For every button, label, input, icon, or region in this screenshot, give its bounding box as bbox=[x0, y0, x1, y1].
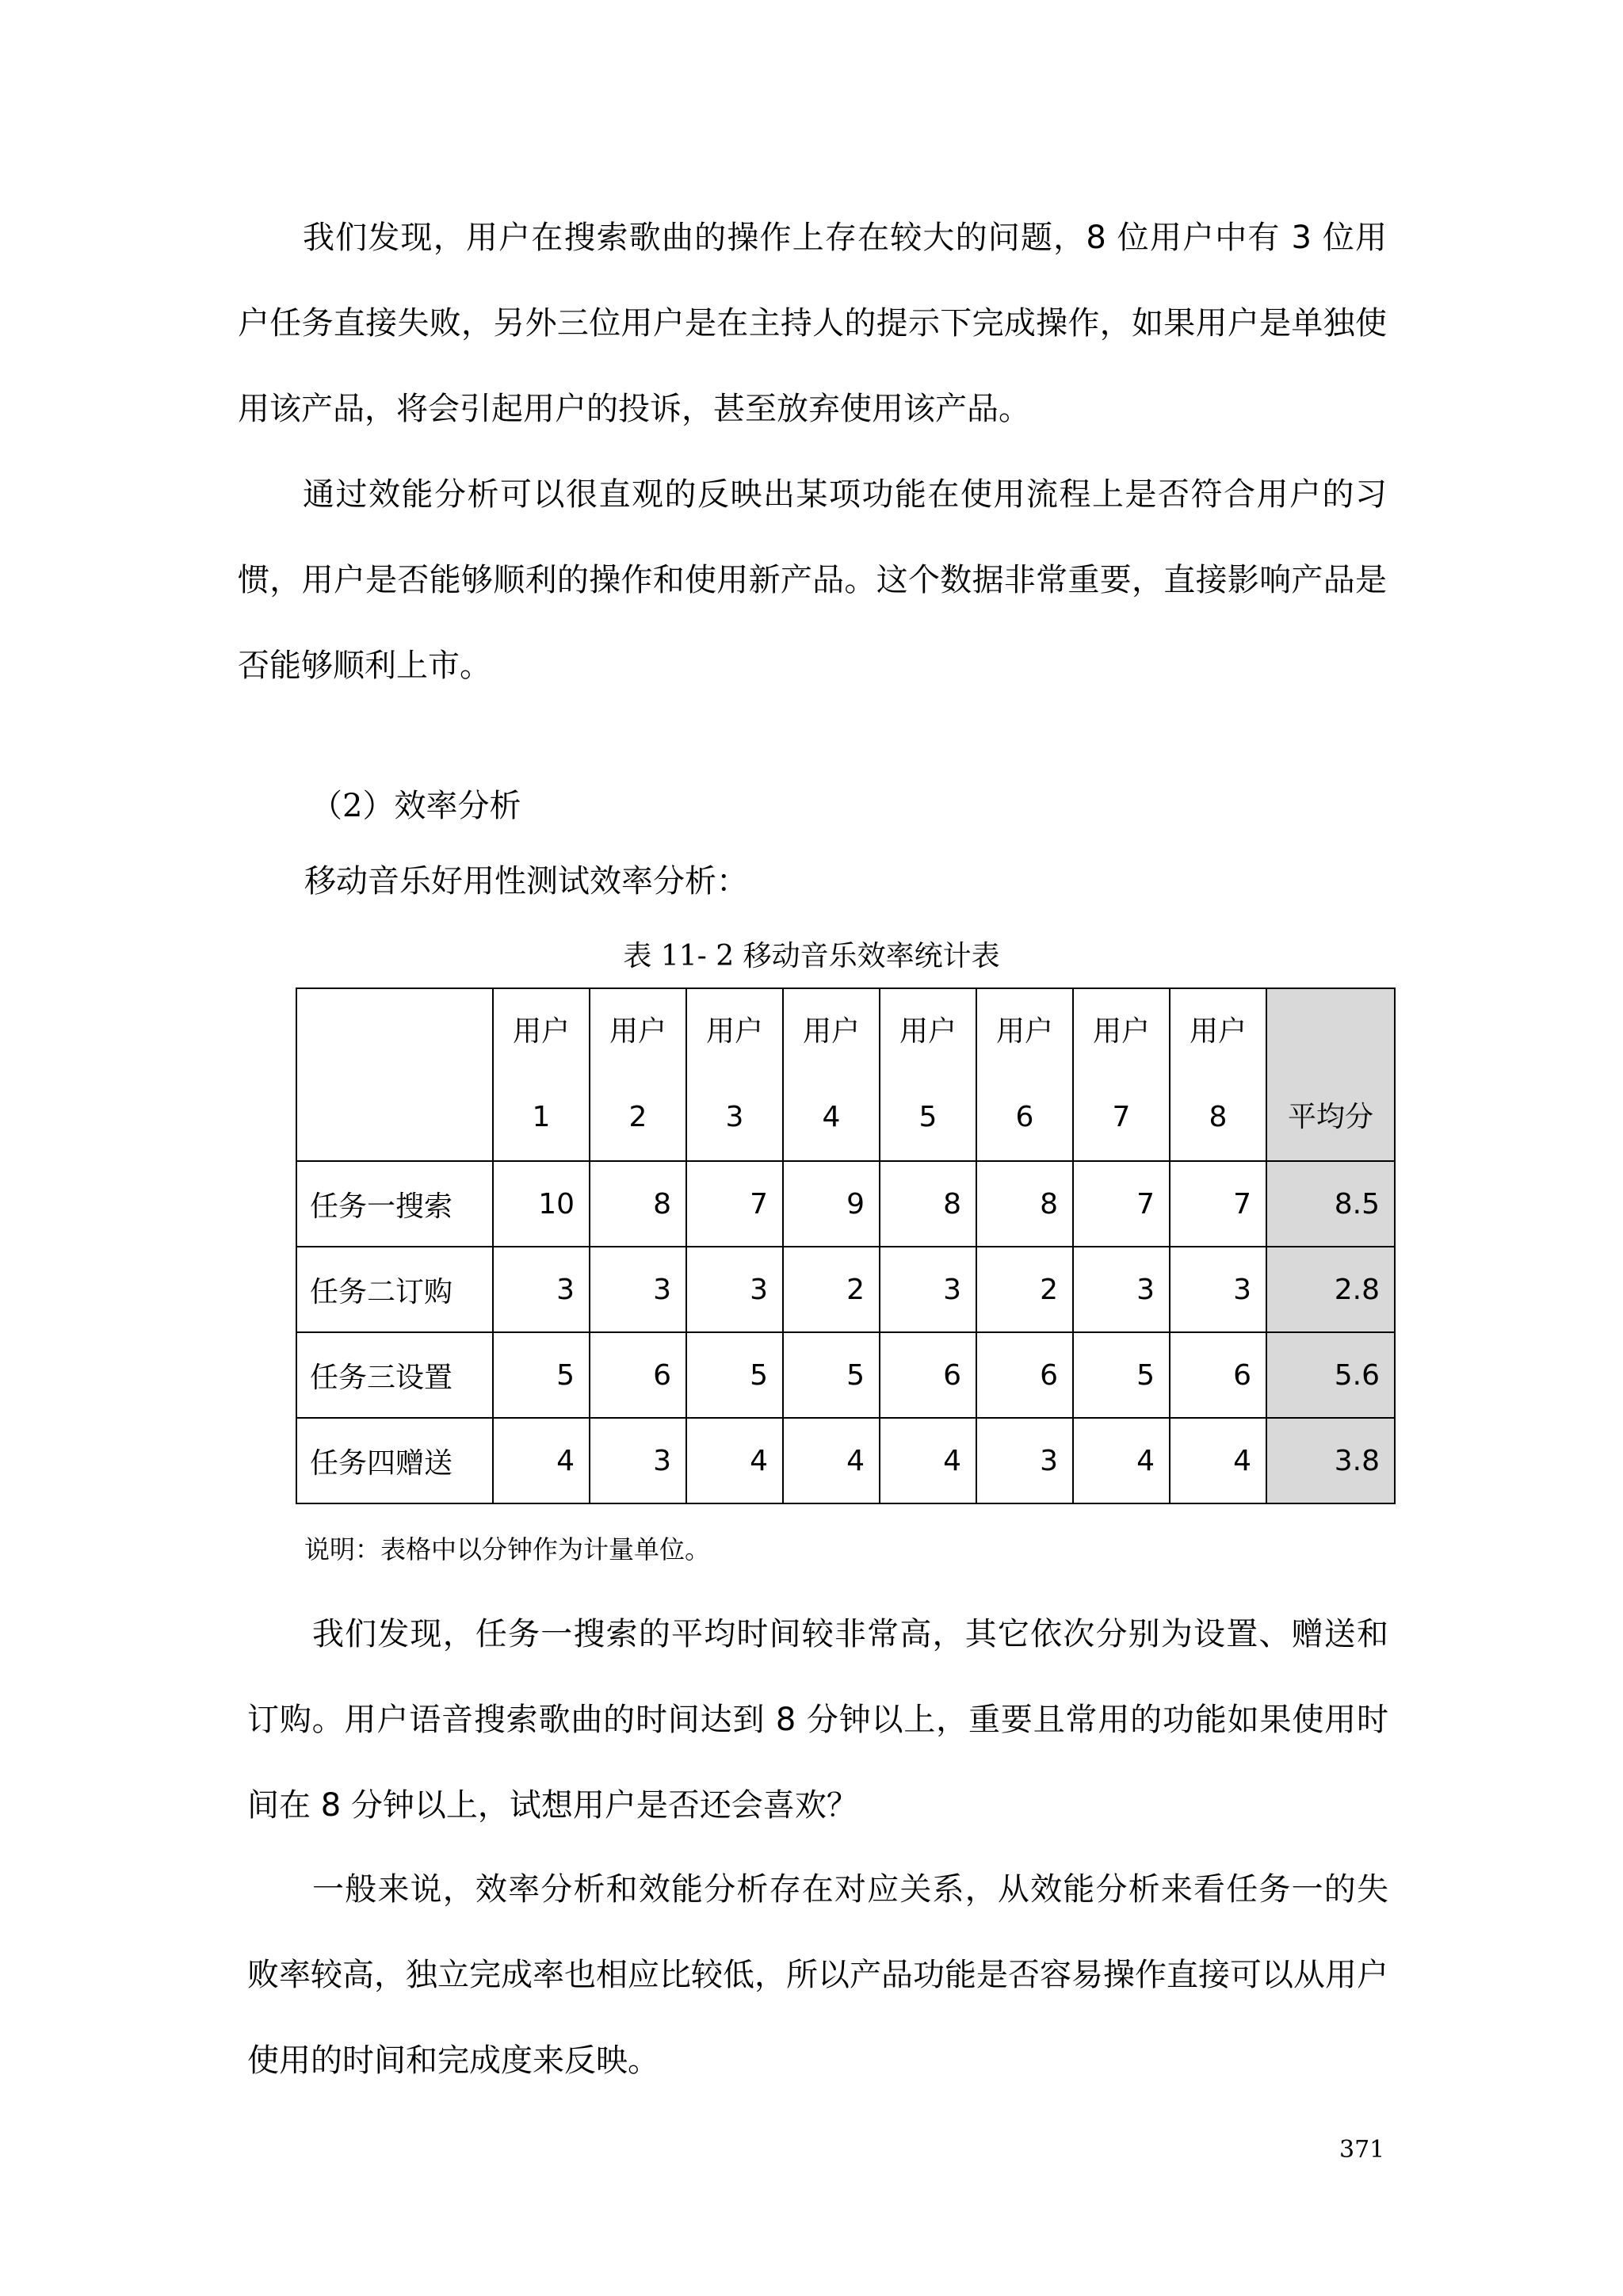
table-row bbox=[296, 1247, 1395, 1332]
user-header-cell bbox=[590, 988, 686, 1161]
score-cell: 4 bbox=[783, 1418, 880, 1503]
user-header-cell bbox=[1170, 988, 1266, 1161]
user-header-cell bbox=[976, 988, 1073, 1161]
score-cell: 3 bbox=[1073, 1247, 1170, 1332]
score-cell: 6 bbox=[590, 1332, 686, 1418]
score-cell: 3 bbox=[590, 1247, 686, 1332]
average-cell: 5.6 bbox=[1266, 1332, 1395, 1418]
table-body bbox=[296, 1161, 1395, 1503]
table-row bbox=[296, 1332, 1395, 1418]
user-header-label: 用户 bbox=[802, 1015, 860, 1048]
score-cell: 2 bbox=[783, 1247, 880, 1332]
table-header-row bbox=[296, 988, 1395, 1161]
page-number: 371 bbox=[1339, 2136, 1385, 2164]
task-name-cell: 任务二订购 bbox=[296, 1247, 493, 1332]
user-header-label: 用户 bbox=[899, 1015, 957, 1048]
user-header-number: 7 bbox=[1112, 1101, 1131, 1133]
score-cell: 5 bbox=[686, 1332, 783, 1418]
task-name-cell: 任务四赠送 bbox=[296, 1418, 493, 1503]
user-header-label: 用户 bbox=[705, 1015, 763, 1048]
score-cell: 6 bbox=[880, 1332, 976, 1418]
user-header-label: 用户 bbox=[1189, 1015, 1247, 1048]
average-cell: 3.8 bbox=[1266, 1418, 1395, 1503]
score-cell: 7 bbox=[1073, 1161, 1170, 1247]
table-note: 说明：表格中以分钟作为计量单位。 bbox=[304, 1534, 711, 1564]
section-heading: （2）效率分析 bbox=[311, 788, 521, 824]
score-cell: 4 bbox=[493, 1418, 590, 1503]
score-cell: 3 bbox=[880, 1247, 976, 1332]
score-cell: 2 bbox=[976, 1247, 1073, 1332]
user-header-number: 1 bbox=[532, 1101, 551, 1133]
table-corner-cell bbox=[296, 988, 493, 1161]
user-header-label: 用户 bbox=[609, 1015, 666, 1048]
body-paragraph-3: 我们发现，任务一搜索的平均时间较非常高，其它依次分别为设置、赠送和订购。用户语音搜索歌曲的时间达到 8 分钟以上，重要且常用的功能如果使用时间在 8 分钟以上，试想用户是否还会喜欢？ bbox=[247, 1616, 1388, 1824]
task-name-cell: 任务三设置 bbox=[296, 1332, 493, 1418]
score-cell: 5 bbox=[1073, 1332, 1170, 1418]
score-cell: 6 bbox=[976, 1332, 1073, 1418]
score-cell: 8 bbox=[880, 1161, 976, 1247]
body-paragraph-2: 通过效能分析可以很直观的反映出某项功能在使用流程上是否符合用户的习惯，用户是否能够顺利的操作和使用新产品。这个数据非常重要，直接影响产品是否能够顺利上市。 bbox=[238, 476, 1387, 684]
user-header-number: 8 bbox=[1209, 1101, 1228, 1133]
user-header-label: 用户 bbox=[1092, 1015, 1150, 1048]
table-intro: 移动音乐好用性测试效率分析： bbox=[304, 863, 748, 900]
table-row bbox=[296, 1161, 1395, 1247]
score-cell: 4 bbox=[880, 1418, 976, 1503]
user-header-number: 6 bbox=[1015, 1101, 1034, 1133]
average-cell: 8.5 bbox=[1266, 1161, 1395, 1247]
score-cell: 3 bbox=[976, 1418, 1073, 1503]
table-row bbox=[296, 1418, 1395, 1503]
score-cell: 5 bbox=[493, 1332, 590, 1418]
user-header-number: 3 bbox=[725, 1101, 744, 1133]
user-header-cell bbox=[686, 988, 783, 1161]
score-cell: 7 bbox=[1170, 1161, 1266, 1247]
score-cell: 10 bbox=[493, 1161, 590, 1247]
score-cell: 8 bbox=[976, 1161, 1073, 1247]
score-cell: 9 bbox=[783, 1161, 880, 1247]
user-header-number: 4 bbox=[822, 1101, 841, 1133]
user-header-cell bbox=[493, 988, 590, 1161]
score-cell: 3 bbox=[493, 1247, 590, 1332]
user-header-cell bbox=[1073, 988, 1170, 1161]
body-paragraph-4: 一般来说，效率分析和效能分析存在对应关系，从效能分析来看任务一的失败率较高，独立完成率也相应比较低，所以产品功能是否容易操作直接可以从用户使用的时间和完成度来反映。 bbox=[247, 1871, 1388, 2079]
score-cell: 3 bbox=[1170, 1247, 1266, 1332]
score-cell: 5 bbox=[783, 1332, 880, 1418]
user-header-number: 5 bbox=[918, 1101, 938, 1133]
user-header-number: 2 bbox=[628, 1101, 647, 1133]
task-name-cell: 任务一搜索 bbox=[296, 1161, 493, 1247]
user-header-cell bbox=[880, 988, 976, 1161]
user-header-label: 用户 bbox=[512, 1015, 570, 1048]
score-cell: 4 bbox=[686, 1418, 783, 1503]
user-header-cell bbox=[783, 988, 880, 1161]
table-caption: 表 11- 2 移动音乐效率统计表 bbox=[623, 940, 1000, 972]
score-cell: 4 bbox=[1170, 1418, 1266, 1503]
score-cell: 3 bbox=[590, 1418, 686, 1503]
score-cell: 8 bbox=[590, 1161, 686, 1247]
average-cell: 2.8 bbox=[1266, 1247, 1395, 1332]
score-cell: 4 bbox=[1073, 1418, 1170, 1503]
score-cell: 7 bbox=[686, 1161, 783, 1247]
user-header-label: 用户 bbox=[995, 1015, 1053, 1048]
body-paragraph-1: 我们发现，用户在搜索歌曲的操作上存在较大的问题，8 位用户中有 3 位用户任务直接失败，另外三位用户是在主持人的提示下完成操作，如果用户是单独使用该产品，将会引起用户的投诉，甚至放弃使用该产品。 bbox=[238, 220, 1387, 427]
average-header-cell: 平均分 bbox=[1266, 988, 1395, 1161]
score-cell: 6 bbox=[1170, 1332, 1266, 1418]
score-cell: 3 bbox=[686, 1247, 783, 1332]
efficiency-table bbox=[296, 988, 1396, 1504]
